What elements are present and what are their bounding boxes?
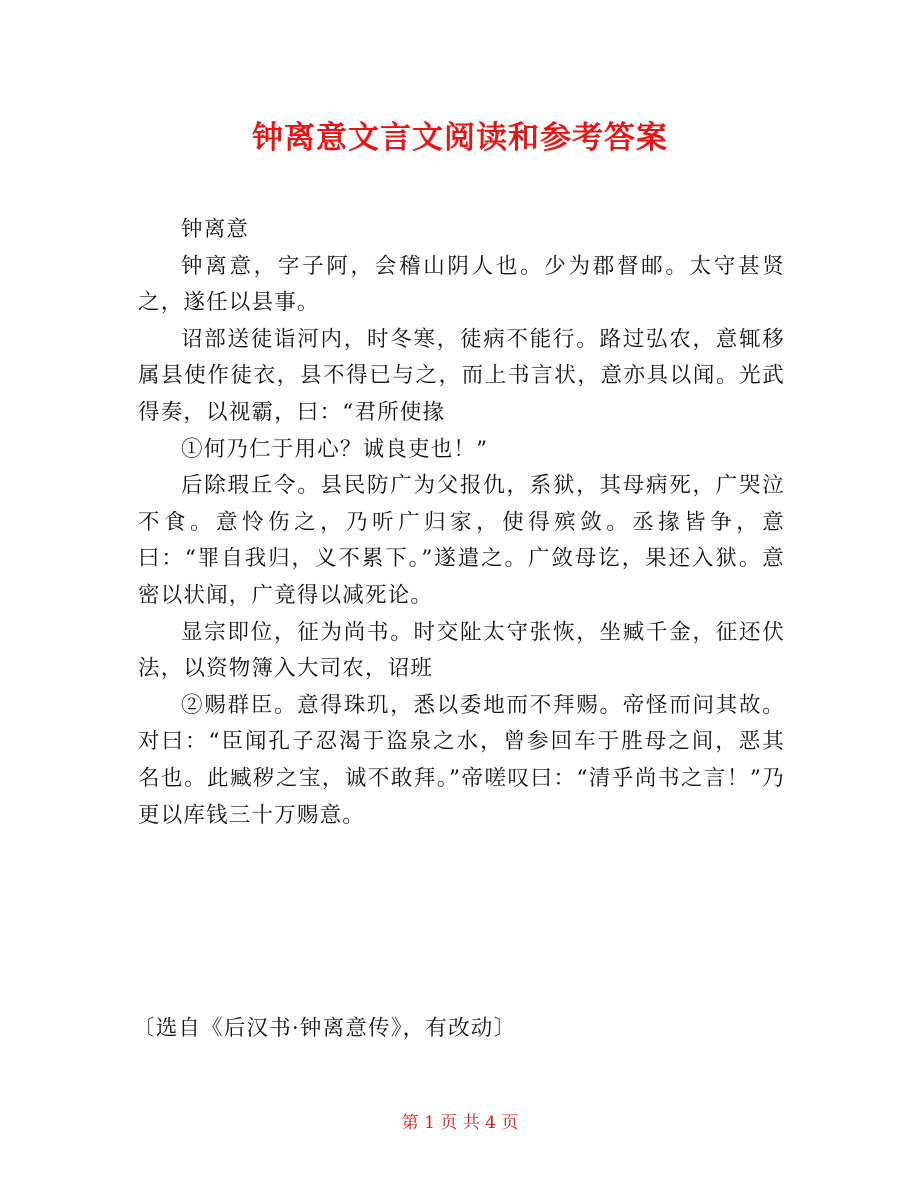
paragraph: 钟离意，字子阿，会稽山阴人也。少为郡督邮。太守甚贤之，遂任以县事。 [138,253,785,316]
page-number: 第 1 页 共 4 页 [401,1113,519,1133]
paragraph: ②赐群臣。意得珠玑，悉以委地而不拜赐。帝怪而问其故。对曰：“臣闻孔子忍渴于盗泉之水，曾参回车于胜母之间，恶其名也。此臧秽之宝，诚不敢拜。”帝嗟叹曰：“清乎尚书之言！”乃更以库钱三十万赐意。 [138,692,785,828]
source-note-wrap [133,1011,793,1048]
document-title: 钟离意文言文阅读和参考答案 [252,120,668,156]
paragraph-heading: 钟离意 [181,217,250,242]
paragraph: ①何乃仁于用心？诚良吏也！” [181,436,489,462]
paragraph: 诏部送徒诣河内，时冬寒，徒病不能行。路过弘农，意辄移属县使作徒衣，县不得已与之，而上书言状，意亦具以闻。光武得奏，以视霸，曰：“君所使掾 [138,326,785,425]
paragraph: 后除瑕丘令。县民防广为父报仇，系狱，其母病死，广哭泣不食。意怜伤之，乃听广归家，使得殡敛。丞掾皆争，意曰：“罪自我归，义不累下。”遂遣之。广敛母讫，果还入狱。意密以状闻，广竟得以减死论。 [138,473,785,608]
source-note: 〔选自《后汉书·钟离意传》，有改动〕 [133,1016,517,1041]
document-body [138,212,785,834]
paragraph: 显宗即位，征为尚书。时交阯太守张恢，坐臧千金，征还伏法，以资物簿入大司农，诏班 [138,619,785,682]
